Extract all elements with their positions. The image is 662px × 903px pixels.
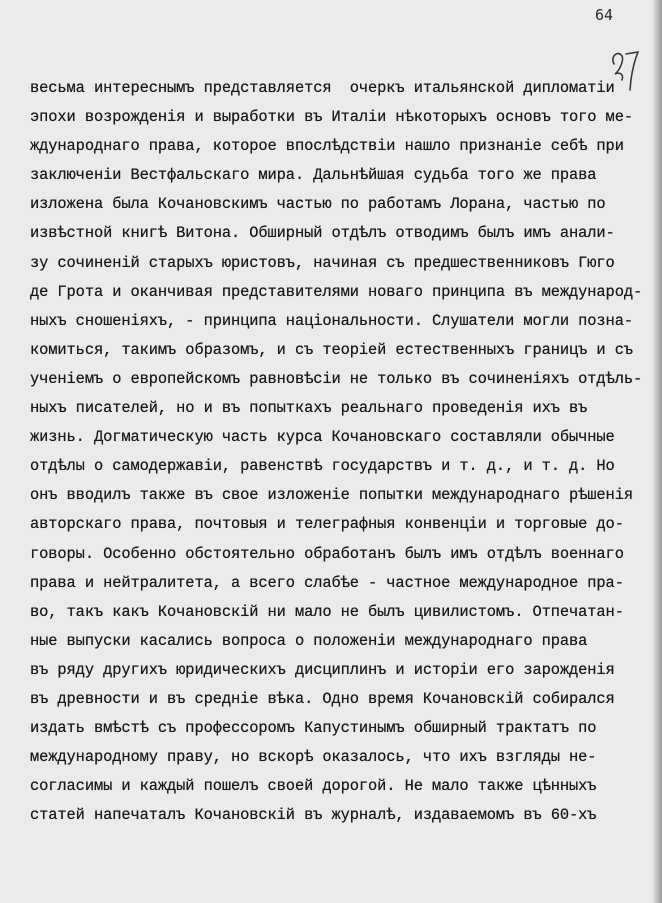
text-line: ные выпуски касались вопроса о положеніи международнаго права bbox=[30, 631, 588, 650]
text-line: авторскаго права, почтовыя и телеграфныя конвенціи и торговые до- bbox=[30, 515, 624, 534]
text-line: въ ряду другихъ юридическихъ дисциплинъ и исторіи его зарожденія bbox=[30, 660, 615, 679]
text-line: статей напечаталъ Кочановскій въ журналѣ, издаваемомъ въ 60-хъ bbox=[30, 806, 597, 825]
text-line: согласимы и каждый пошелъ своей дорогой. Не мало также цѣнныхъ bbox=[30, 777, 597, 796]
text-line: ныхъ писателей, но и въ попыткахъ реальнаго проведенія ихъ въ bbox=[30, 399, 588, 418]
text-line: де Грота и оканчивая представителями новаго принципа въ международ- bbox=[30, 282, 643, 301]
page-edge-shadow bbox=[652, 0, 662, 903]
text-line: комиться, такимъ образомъ, и съ теоріей естественныхъ границъ и съ bbox=[30, 340, 633, 359]
text-line: жизнь. Догматическую часть курса Кочановскаго составляли обычные bbox=[30, 428, 615, 447]
text-line: говоры. Особенно обстоятельно обработанъ былъ имъ отдѣлъ военнаго bbox=[30, 544, 624, 563]
text-line: эпохи возрожденія и выработки въ Италіи нѣкоторыхъ основъ того ме- bbox=[30, 108, 633, 127]
text-line: весьма интереснымъ представляется очеркъ итальянской дипломатіи bbox=[30, 79, 615, 97]
text-line: издать вмѣстѣ съ профессоромъ Капустинымъ обширный трактатъ по bbox=[30, 719, 597, 738]
text-line: ныхъ сношеніяхъ, - принципа національности. Слушатели могли позна- bbox=[30, 311, 633, 330]
text-line: международному праву, но вскорѣ оказалось, что ихъ взгляды не- bbox=[30, 748, 597, 767]
text-line: въ древности и въ средніе вѣка. Одно время Кочановскій собирался bbox=[30, 689, 615, 708]
page-number: 64 bbox=[595, 6, 614, 24]
text-line: во, такъ какъ Кочановскій ни мало не былъ цивилистомъ. Отпечатан- bbox=[30, 602, 624, 621]
text-line: онъ вводилъ также въ свое изложеніе попытки международнаго рѣшенія bbox=[30, 486, 633, 505]
text-line: ученіемъ о европейскомъ равновѣсіи не только въ сочиненіяхъ отдѣль- bbox=[30, 369, 643, 388]
text-line: зу сочиненій старыхъ юристовъ, начиная съ предшественниковъ Гюго bbox=[30, 253, 615, 272]
text-line: извѣстной книгѣ Витона. Обширный отдѣлъ отводимъ былъ имъ анали- bbox=[30, 224, 615, 243]
text-line: права и нейтралитета, а всего слабѣе - частное международное пра- bbox=[30, 573, 624, 592]
text-line: заключеніи Вестфальскаго мира. Дальнѣйшая судьба того же права bbox=[30, 166, 597, 185]
text-line: отдѣлы о самодержавіи, равенствѣ государствъ и т. д., и т. д. Но bbox=[30, 457, 615, 476]
typewritten-body-text bbox=[30, 74, 658, 830]
text-line: изложена была Кочановскимъ частью по работамъ Лорана, частью по bbox=[30, 195, 606, 214]
text-line: ждународнаго права, которое впослѣдствіи нашло признаніе себѣ при bbox=[30, 137, 624, 156]
